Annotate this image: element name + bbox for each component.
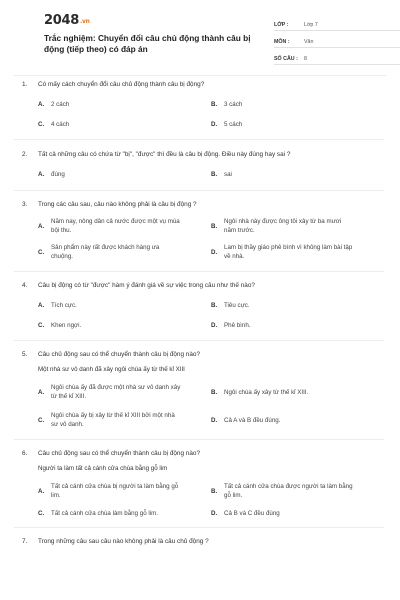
option-text: Năm nay, nông dân cả nước được một vụ mùa bội thu. — [51, 218, 180, 234]
option-key: C. — [38, 510, 45, 517]
question-text — [22, 537, 384, 546]
option-text: Phê bình. — [224, 322, 251, 329]
option-b[interactable] — [211, 482, 384, 500]
option-key: C. — [38, 121, 45, 128]
question-body: Câu bị động có từ "được" hàm ý đánh giá về sự việc trong câu như thế nào? — [38, 282, 255, 289]
class-label: LỚP : — [274, 22, 289, 28]
option-d[interactable] — [211, 120, 384, 129]
option-a[interactable] — [38, 217, 211, 235]
header-divider — [14, 75, 386, 76]
option-key: A. — [38, 388, 45, 396]
option-text: Ngôi chùa ấy đã được một nhà sư vô danh xây từ thế kỉ XIII. — [51, 384, 181, 400]
option-key: B. — [211, 101, 218, 108]
question-number: 2. — [22, 151, 28, 158]
option-key: D. — [211, 121, 218, 128]
option-key: A. — [38, 487, 45, 495]
option-b[interactable] — [211, 301, 384, 310]
logo-suffix: .vn — [79, 18, 90, 25]
question-number: 5. — [22, 351, 28, 358]
option-list — [38, 217, 384, 261]
page-title: Trắc nghiệm: Chuyển đổi câu chủ động thành câu bị động (tiếp theo) có đáp án — [44, 33, 251, 54]
meta-subject-row — [274, 31, 400, 48]
option-text: Sản phẩm này rất được khách hàng ưa chuộng. — [51, 244, 160, 260]
option-key: C. — [38, 248, 45, 256]
question-text — [22, 80, 384, 89]
question-number: 4. — [22, 282, 28, 289]
option-d[interactable] — [211, 243, 384, 261]
option-key: C. — [38, 416, 45, 424]
question-item — [22, 80, 384, 140]
option-key: D. — [211, 510, 218, 517]
option-c[interactable] — [38, 243, 211, 261]
option-list — [38, 301, 384, 330]
option-d[interactable] — [211, 509, 384, 518]
option-b[interactable] — [211, 100, 384, 109]
option-key: D. — [211, 322, 218, 329]
option-list — [38, 170, 384, 179]
option-key: B. — [211, 222, 218, 230]
question-number: 6. — [22, 450, 28, 457]
subject-label: MÔN : — [274, 39, 290, 45]
question-body: Câu chủ động sau có thể chuyển thành câu bị động nào? — [38, 450, 201, 457]
document-meta — [274, 14, 400, 65]
question-item — [22, 440, 384, 528]
option-key: B. — [211, 171, 218, 178]
question-number: 1. — [22, 81, 28, 88]
question-body: Trong các câu sau, câu nào không phải là câu bị động ? — [38, 201, 197, 208]
option-text: Khen ngợi. — [51, 322, 82, 329]
option-a[interactable] — [38, 383, 211, 401]
option-text: Ngôi chùa ấy bị xây từ thế kỉ XIII bởi một nhà sư vô danh. — [51, 412, 175, 428]
option-key: D. — [211, 416, 218, 424]
option-key: A. — [38, 171, 45, 178]
option-key: C. — [38, 322, 45, 329]
count-value: 8 — [304, 56, 307, 62]
option-key: A. — [38, 101, 45, 108]
question-sentence: Một nhà sư vô danh đã xây ngôi chùa ấy từ thế kỉ XIII — [38, 366, 185, 373]
question-list — [22, 80, 384, 546]
question-text — [22, 200, 384, 209]
option-text: đúng — [51, 171, 65, 178]
meta-count-row — [274, 48, 400, 65]
option-c[interactable] — [38, 411, 211, 429]
question-body: Tất cả những câu có chứa từ "bị", "được" thì đều là câu bị động. Điều này đúng hay sai ? — [38, 151, 291, 158]
option-c[interactable] — [38, 120, 211, 129]
question-item — [22, 341, 384, 440]
question-body: Trong những câu sau câu nào không phải là câu chủ động ? — [38, 538, 209, 545]
document-header — [22, 0, 384, 76]
logo-text: 2048 — [44, 13, 79, 28]
option-b[interactable] — [211, 383, 384, 401]
meta-class-row — [274, 14, 400, 31]
option-key: D. — [211, 248, 218, 256]
option-text: Ngôi chùa ấy xây từ thế kỉ XIII. — [224, 388, 309, 396]
option-text: Ngôi nhà này được ông tôi xây từ ba mươi năm trước. — [224, 218, 342, 234]
option-text: 5 cách — [224, 121, 243, 128]
option-a[interactable] — [38, 482, 211, 500]
option-text: 4 cách — [51, 121, 70, 128]
question-text — [22, 281, 384, 290]
option-key: B. — [211, 302, 218, 309]
option-text: Cả A và B đều đúng. — [224, 416, 281, 424]
question-text — [22, 350, 384, 359]
option-text: 3 cách — [224, 101, 243, 108]
option-b[interactable] — [211, 170, 384, 179]
question-item — [22, 528, 384, 546]
option-key: B. — [211, 388, 218, 396]
count-label: SỐ CÂU : — [274, 56, 298, 62]
option-list — [38, 383, 384, 429]
question-item — [22, 191, 384, 272]
option-text: Tất cả cánh cửa chùa được người ta làm bằng gỗ lim. — [224, 483, 353, 499]
option-a[interactable] — [38, 301, 211, 310]
question-body: Có mấy cách chuyển đổi câu chủ động thành câu bị động? — [38, 81, 205, 88]
option-text: sai — [224, 171, 232, 178]
option-list — [38, 482, 384, 518]
question-number: 3. — [22, 201, 28, 208]
question-text — [22, 150, 384, 159]
option-text: Tất cả cánh cửa chùa làm bằng gỗ lim. — [51, 510, 158, 517]
question-body: Câu chủ động sau có thể chuyển thành câu bị động nào? — [38, 351, 201, 358]
option-a[interactable] — [38, 170, 211, 179]
option-text: Tất cả cánh cửa chùa bị người ta làm bằng gỗ lim. — [51, 483, 179, 499]
option-text: Lam bị thầy giáo phê bình vì không làm bài tập về nhà. — [224, 244, 353, 260]
option-d[interactable] — [211, 321, 384, 330]
option-d[interactable] — [211, 411, 384, 429]
option-a[interactable] — [38, 100, 211, 109]
question-number: 7. — [22, 538, 28, 545]
option-key: A. — [38, 302, 45, 309]
question-text — [22, 449, 384, 458]
option-text: Tích cực. — [51, 302, 77, 309]
question-sentence: Người ta làm tất cả cánh cửa chùa bằng gỗ lim — [38, 465, 168, 472]
option-key: B. — [211, 487, 218, 495]
option-text: Tiêu cực. — [224, 302, 250, 309]
option-list — [38, 100, 384, 129]
subject-value: Văn — [304, 39, 314, 45]
class-value: Lớp 7 — [304, 22, 318, 28]
option-text: Cả B và C đều đúng — [224, 510, 280, 517]
question-item — [22, 272, 384, 341]
option-c[interactable] — [38, 321, 211, 330]
option-c[interactable] — [38, 509, 211, 518]
option-b[interactable] — [211, 217, 384, 235]
site-logo[interactable] — [44, 13, 90, 28]
option-key: A. — [38, 222, 45, 230]
option-text: 2 cách — [51, 101, 70, 108]
question-item — [22, 140, 384, 191]
